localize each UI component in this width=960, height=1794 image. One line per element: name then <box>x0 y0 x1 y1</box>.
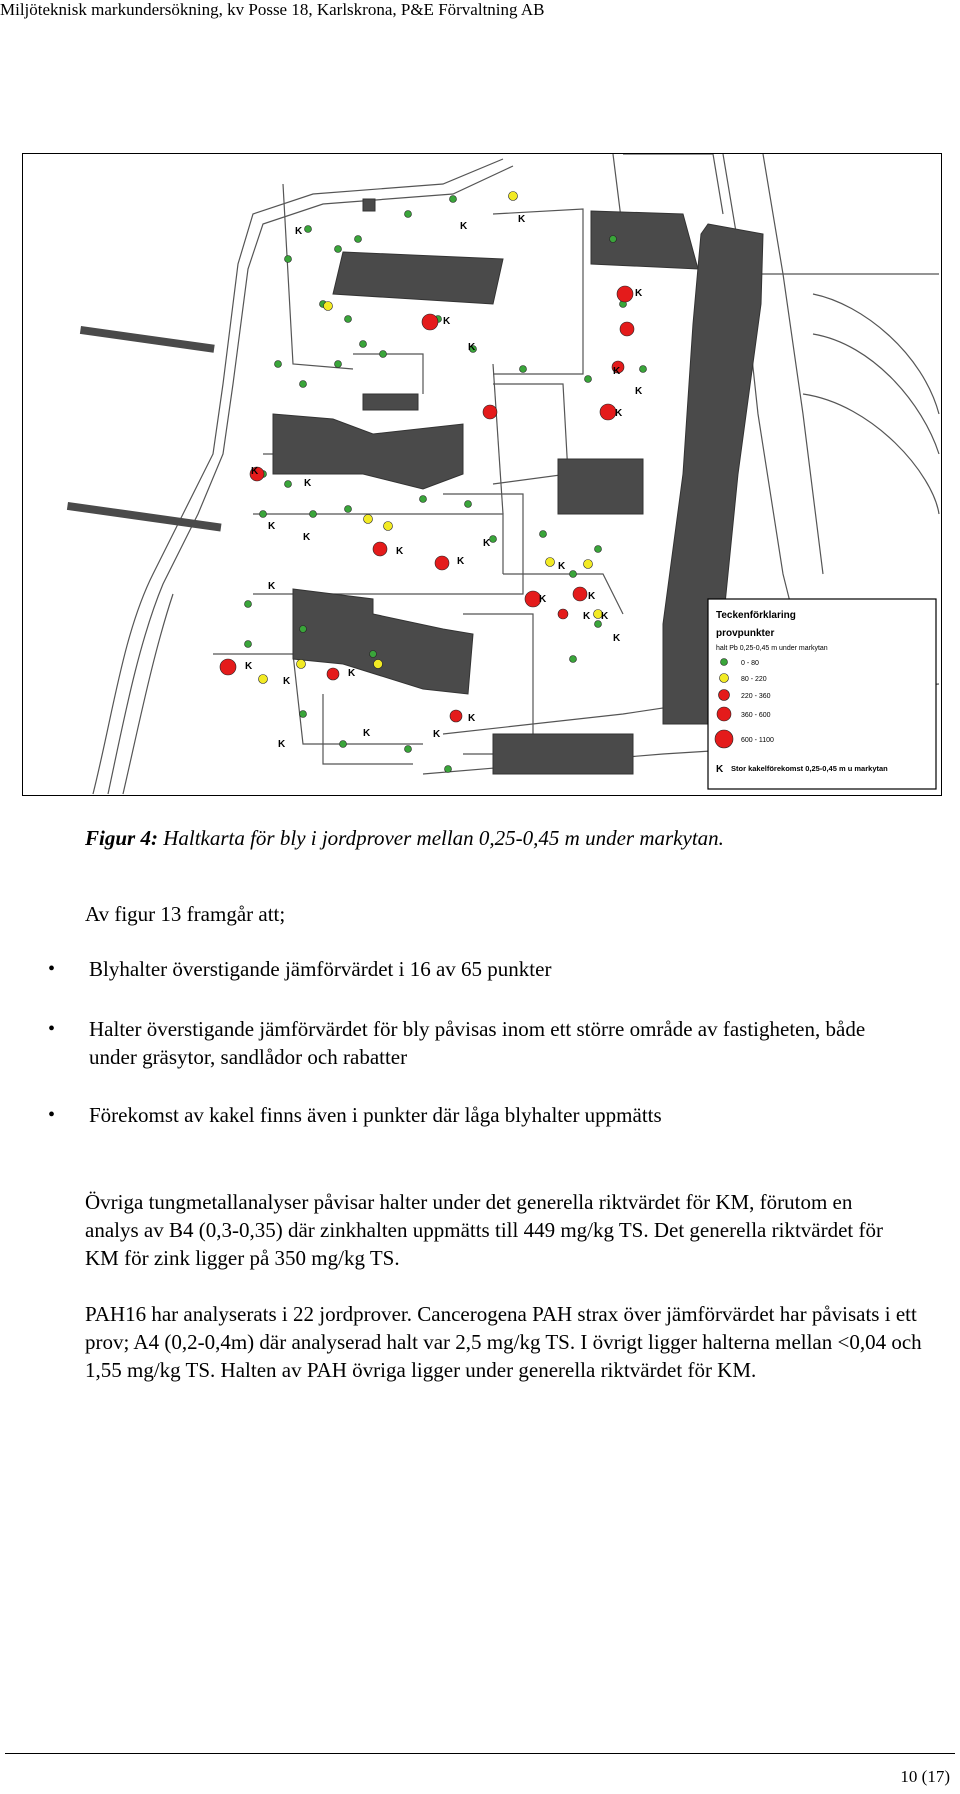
svg-text:K: K <box>457 556 465 567</box>
legend-k-label: Stor kakelförekomst 0,25-0,45 m u markytan <box>731 764 888 773</box>
svg-text:K: K <box>468 342 476 353</box>
bullet-marker: • <box>48 1104 56 1126</box>
svg-text:K: K <box>433 729 441 740</box>
buildings <box>273 199 763 774</box>
legend-description: halt Pb 0,25-0,45 m under markytan <box>716 645 828 652</box>
svg-text:K: K <box>295 226 303 237</box>
legend-title: Teckenförklaring <box>716 610 796 621</box>
svg-text:K: K <box>245 661 253 672</box>
svg-text:K: K <box>615 408 623 419</box>
svg-text:K: K <box>539 594 547 605</box>
legend-label-0-80: 0 - 80 <box>741 660 759 667</box>
svg-text:K: K <box>443 316 451 327</box>
legend-swatch-360-600 <box>717 707 731 721</box>
footer-rule <box>5 1753 955 1754</box>
svg-text:K: K <box>278 739 286 750</box>
page-header: Miljöteknisk markundersökning, kv Posse 18, Karlskrona, P&E Förvaltning AB <box>0 0 545 19</box>
svg-text:K: K <box>396 546 404 557</box>
svg-text:K: K <box>304 478 312 489</box>
legend-label-600-1100: 600 - 1100 <box>741 737 774 744</box>
svg-text:K: K <box>268 581 276 592</box>
figure-caption-label: Figur 4: <box>85 826 158 850</box>
svg-text:K: K <box>348 668 356 679</box>
svg-text:K: K <box>283 676 291 687</box>
body-paragraph: Övriga tungmetallanalyser påvisar halter under det generella riktvärdet för KM, förutom en analys av B4 (0,3-0,35) där zinkhalten uppmätts till 449 mg/kg TS. Det generella riktvärdet för KM för zink ligger på 350 mg/kg TS. <box>85 1190 883 1270</box>
page-number: 10 (17) <box>900 1767 950 1786</box>
svg-text:K: K <box>635 386 643 397</box>
legend-swatch-0-80 <box>721 659 728 666</box>
svg-text:K: K <box>460 221 468 232</box>
svg-text:K: K <box>268 521 276 532</box>
svg-text:K: K <box>613 366 621 377</box>
map-legend <box>708 599 936 789</box>
legend-k-symbol: K <box>716 764 724 775</box>
legend-swatch-220-360 <box>719 690 730 701</box>
legend-swatch-80-220 <box>720 674 729 683</box>
legend-subtitle: provpunkter <box>716 628 775 639</box>
svg-text:K: K <box>601 611 609 622</box>
legend-swatch-600-1100 <box>715 730 733 748</box>
svg-text:K: K <box>518 214 526 225</box>
figure-caption <box>85 826 724 851</box>
figure-caption-text: Haltkarta för bly i jordprover mellan 0,25-0,45 m under markytan. <box>157 826 724 850</box>
bullet-item: Blyhalter överstigande jämförvärdet i 16 av 65 punkter <box>89 957 552 981</box>
svg-text:K: K <box>303 532 311 543</box>
intro-paragraph: Av figur 13 framgår att; <box>85 902 286 926</box>
bullet-item: Förekomst av kakel finns även i punkter där låga blyhalter uppmätts <box>89 1103 662 1127</box>
legend-label-220-360: 220 - 360 <box>741 693 771 700</box>
legend-label-360-600: 360 - 600 <box>741 712 771 719</box>
bullet-marker: • <box>48 958 56 980</box>
svg-text:K: K <box>483 538 491 549</box>
svg-text:K: K <box>558 561 566 572</box>
lead-concentration-map <box>22 153 942 796</box>
bullet-item: Halter överstigande jämförvärdet för bly påvisas inom ett större område av fastigheten, både under gräsytor, sandlådor och rabatter <box>89 1017 866 1069</box>
bullet-marker: • <box>48 1018 56 1040</box>
body-paragraph: PAH16 har analyserats i 22 jordprover. Cancerogena PAH strax över jämförvärdet har påvisats i ett prov; A4 (0,2-0,4m) där analyserad halt var 2,5 mg/kg TS. I övrigt ligger halterna mellan <0,04 och 1,55 mg/kg TS. Halten av PAH övriga ligger under generella riktvärdet för KM. <box>85 1302 922 1382</box>
svg-text:K: K <box>251 466 259 477</box>
svg-text:K: K <box>363 728 371 739</box>
svg-text:K: K <box>583 611 591 622</box>
svg-text:K: K <box>613 633 621 644</box>
svg-text:K: K <box>468 713 476 724</box>
legend-label-80-220: 80 - 220 <box>741 676 767 683</box>
svg-text:K: K <box>588 591 596 602</box>
svg-text:K: K <box>635 288 643 299</box>
left-edge-features <box>67 326 222 531</box>
